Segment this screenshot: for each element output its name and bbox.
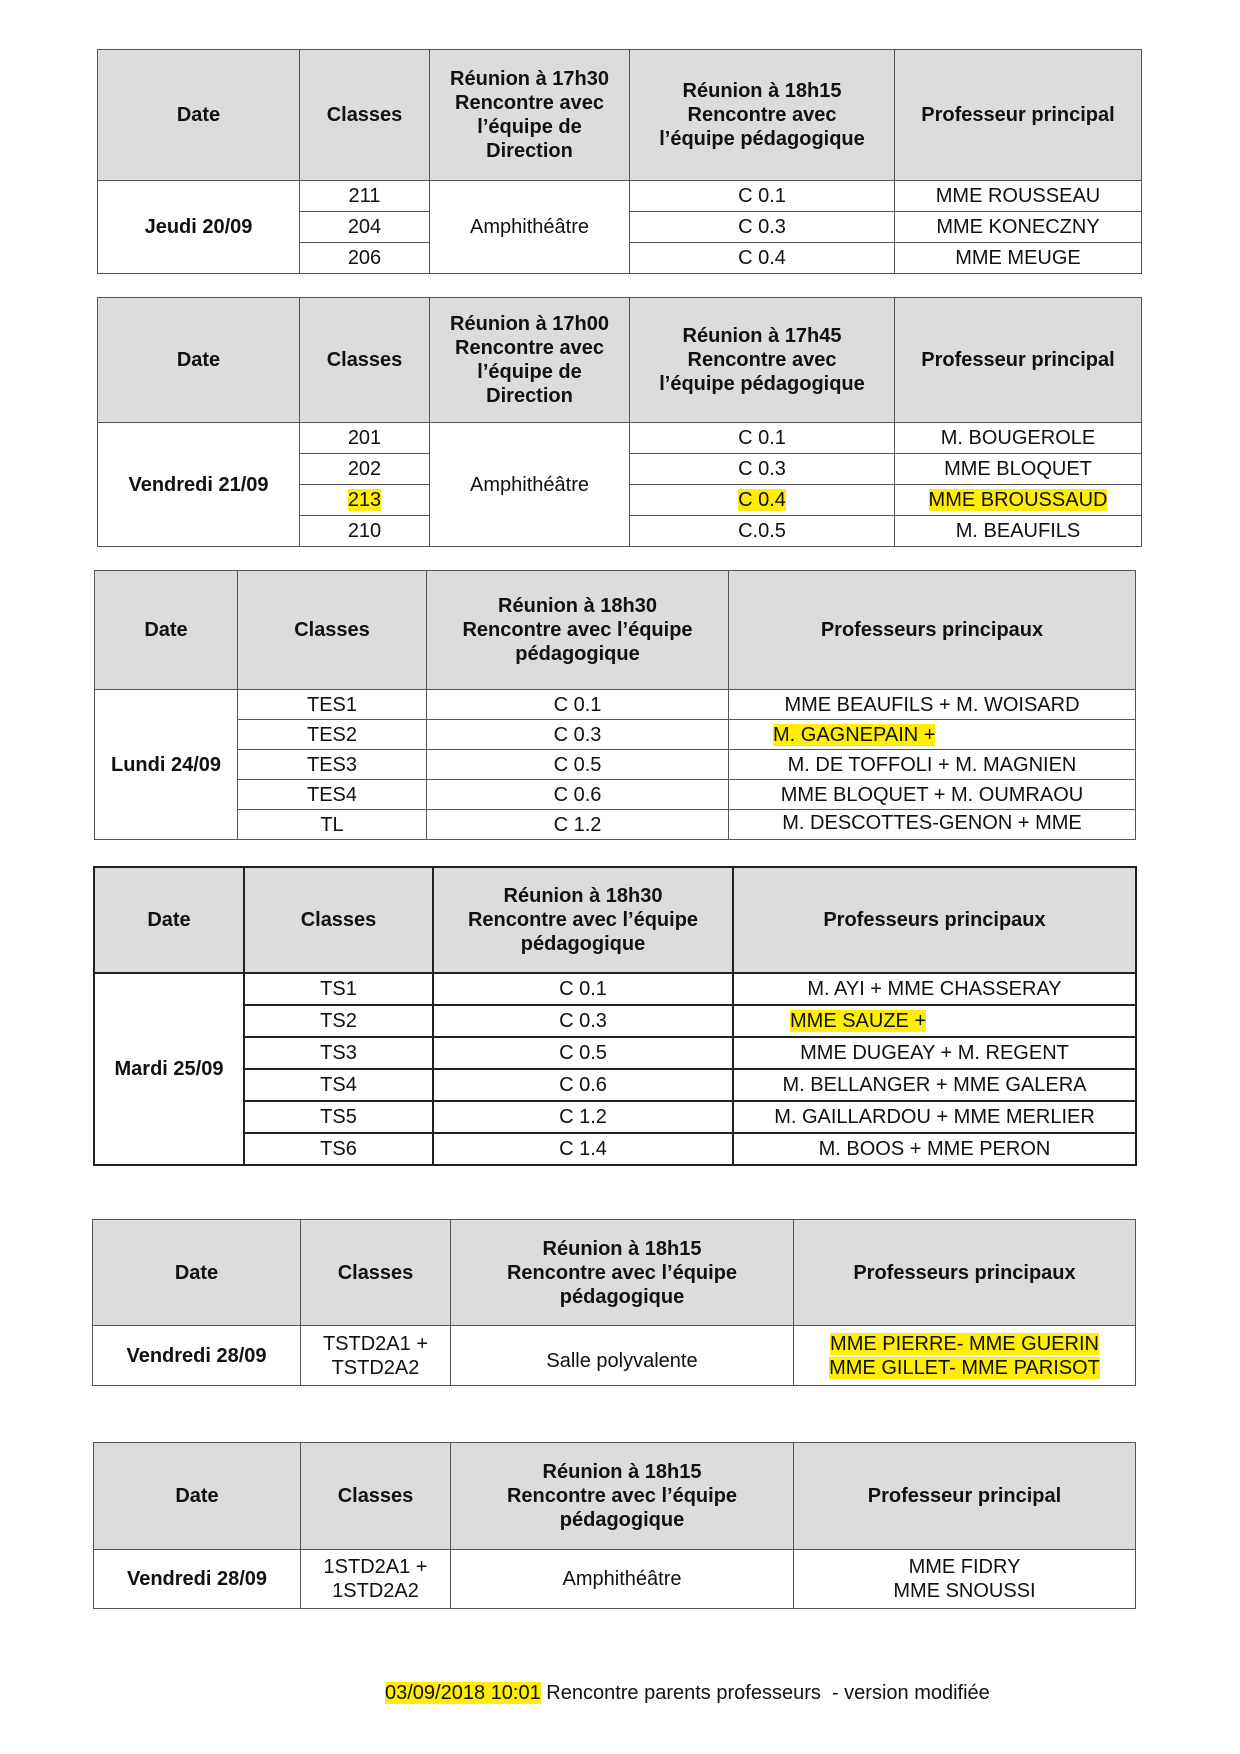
date-cell: Mardi 25/09: [94, 973, 244, 1165]
prof-cell: [729, 720, 1136, 750]
salle-cell: C.0.5: [630, 516, 895, 547]
schedule-table-vendredi-21: [97, 297, 1142, 547]
header-reunion-pedagogique: Réunion à 17h45 Rencontre avec l’équipe pédagogique: [630, 298, 895, 423]
lieu-cell: Salle polyvalente: [451, 1326, 794, 1386]
header-classes: Classes: [244, 867, 433, 973]
classe-cell: TS1: [244, 973, 433, 1005]
classe-cell: TES2: [238, 720, 427, 750]
header-professeur: Professeur principal: [794, 1443, 1136, 1550]
salle-cell: C 0.5: [427, 750, 729, 780]
salle-cell: C 0.1: [630, 181, 895, 212]
highlighted-text: MME SAUZE +: [790, 1010, 927, 1032]
header-date: Date: [94, 1443, 301, 1550]
salle-cell: C 0.6: [433, 1069, 733, 1101]
salle-cell: C 0.3: [630, 212, 895, 243]
classe-cell: TS4: [244, 1069, 433, 1101]
classe-cell: TS6: [244, 1133, 433, 1165]
prof-cell: [895, 485, 1142, 516]
classe-cell: 206: [300, 243, 430, 274]
salle-cell: C 1.2: [427, 810, 729, 840]
schedule-table-jeudi: [97, 49, 1142, 274]
salle-cell: [630, 485, 895, 516]
salle-cell: C 0.3: [630, 454, 895, 485]
header-date: Date: [98, 50, 300, 181]
classe-cell: TES1: [238, 690, 427, 720]
header-reunion: Réunion à 18h15 Rencontre avec l’équipe pédagogique: [451, 1443, 794, 1550]
header-classes: Classes: [300, 50, 430, 181]
header-reunion: Réunion à 18h30 Rencontre avec l’équipe pédagogique: [433, 867, 733, 973]
header-classes: Classes: [301, 1443, 451, 1550]
salle-cell: C 0.5: [433, 1037, 733, 1069]
header-classes: Classes: [300, 298, 430, 423]
lieu-cell: Amphithéâtre: [430, 423, 630, 547]
classe-cell: 210: [300, 516, 430, 547]
prof-cell: MME FIDRY MME SNOUSSI: [794, 1550, 1136, 1609]
classe-cell: 204: [300, 212, 430, 243]
date-cell: Vendredi 28/09: [94, 1550, 301, 1609]
highlighted-text: MME PIERRE- MME GUERIN: [830, 1332, 1099, 1355]
prof-cell: M. AYI + MME CHASSERAY: [733, 973, 1136, 1005]
classe-cell: 211: [300, 181, 430, 212]
schedule-table-vendredi-28-1std2a: [93, 1442, 1136, 1609]
salle-cell: C 0.3: [433, 1005, 733, 1037]
highlighted-text: C 0.4: [738, 489, 786, 511]
prof-cell: M. BOOS + MME PERON: [733, 1133, 1136, 1165]
prof-cell: M. BELLANGER + MME GALERA: [733, 1069, 1136, 1101]
prof-cell: [794, 1326, 1136, 1386]
header-reunion: Réunion à 18h15 Rencontre avec l’équipe pédagogique: [451, 1220, 794, 1326]
prof-cell: MME BEAUFILS + M. WOISARD: [729, 690, 1136, 720]
header-date: Date: [93, 1220, 301, 1326]
header-reunion-direction: Réunion à 17h30 Rencontre avec l’équipe de Direction: [430, 50, 630, 181]
highlighted-text: MME BROUSSAUD: [928, 489, 1108, 511]
footer: [385, 1682, 990, 1705]
salle-cell: C 0.1: [630, 423, 895, 454]
prof-cell: M. DE TOFFOLI + M. MAGNIEN: [729, 750, 1136, 780]
header-professeurs: Professeurs principaux: [729, 571, 1136, 690]
prof-cell: M. DESCOTTES-GENON + MME: [729, 810, 1136, 840]
salle-cell: C 0.1: [427, 690, 729, 720]
header-professeurs: Professeurs principaux: [794, 1220, 1136, 1326]
header-professeurs: Professeurs principaux: [733, 867, 1136, 973]
header-date: Date: [94, 867, 244, 973]
header-classes: Classes: [238, 571, 427, 690]
prof-cell: MME DUGEAY + M. REGENT: [733, 1037, 1136, 1069]
prof-cell: MME BLOQUET + M. OUMRAOU: [729, 780, 1136, 810]
header-date: Date: [95, 571, 238, 690]
date-cell: Lundi 24/09: [95, 690, 238, 840]
prof-cell: MME MEUGE: [895, 243, 1142, 274]
header-professeur: Professeur principal: [895, 298, 1142, 423]
header-classes: Classes: [301, 1220, 451, 1326]
header-date: Date: [98, 298, 300, 423]
salle-cell: C 0.4: [630, 243, 895, 274]
salle-cell: C 1.2: [433, 1101, 733, 1133]
classe-cell: 202: [300, 454, 430, 485]
footer-timestamp: 03/09/2018 10:01: [385, 1682, 541, 1704]
prof-cell: [733, 1005, 1136, 1037]
schedule-table-lundi: [94, 570, 1136, 840]
classe-cell: TL: [238, 810, 427, 840]
salle-cell: C 0.3: [427, 720, 729, 750]
salle-cell: C 1.4: [433, 1133, 733, 1165]
classe-cell: TES4: [238, 780, 427, 810]
schedule-table-mardi: [93, 866, 1137, 1166]
prof-cell: MME KONECZNY: [895, 212, 1142, 243]
classe-cell: TES3: [238, 750, 427, 780]
lieu-cell: Amphithéâtre: [430, 181, 630, 274]
classe-cell: TS3: [244, 1037, 433, 1069]
classe-cell: TS5: [244, 1101, 433, 1133]
date-cell: Vendredi 28/09: [93, 1326, 301, 1386]
header-reunion-direction: Réunion à 17h00 Rencontre avec l’équipe de Direction: [430, 298, 630, 423]
prof-cell: M. BEAUFILS: [895, 516, 1142, 547]
prof-cell: MME ROUSSEAU: [895, 181, 1142, 212]
highlighted-text: 213: [347, 489, 382, 511]
header-professeur: Professeur principal: [895, 50, 1142, 181]
lieu-cell: Amphithéâtre: [451, 1550, 794, 1609]
date-cell: Vendredi 21/09: [98, 423, 300, 547]
salle-cell: C 0.6: [427, 780, 729, 810]
prof-cell: MME BLOQUET: [895, 454, 1142, 485]
schedule-table-vendredi-28-tstd2a: [92, 1219, 1136, 1386]
classe-cell: TS2: [244, 1005, 433, 1037]
salle-cell: C 0.1: [433, 973, 733, 1005]
highlighted-text: MME GILLET- MME PARISOT: [829, 1356, 1100, 1379]
classe-cell: TSTD2A1 + TSTD2A2: [301, 1326, 451, 1386]
highlighted-text: M. GAGNEPAIN +: [773, 723, 936, 746]
header-reunion: Réunion à 18h30 Rencontre avec l’équipe pédagogique: [427, 571, 729, 690]
prof-cell: M. GAILLARDOU + MME MERLIER: [733, 1101, 1136, 1133]
prof-cell: M. BOUGEROLE: [895, 423, 1142, 454]
header-reunion-pedagogique: Réunion à 18h15 Rencontre avec l’équipe pédagogique: [630, 50, 895, 181]
footer-text: Rencontre parents professeurs - version modifiée: [540, 1682, 990, 1704]
classe-cell: 1STD2A1 + 1STD2A2: [301, 1550, 451, 1609]
classe-cell: 201: [300, 423, 430, 454]
classe-cell: [300, 485, 430, 516]
date-cell: Jeudi 20/09: [98, 181, 300, 274]
